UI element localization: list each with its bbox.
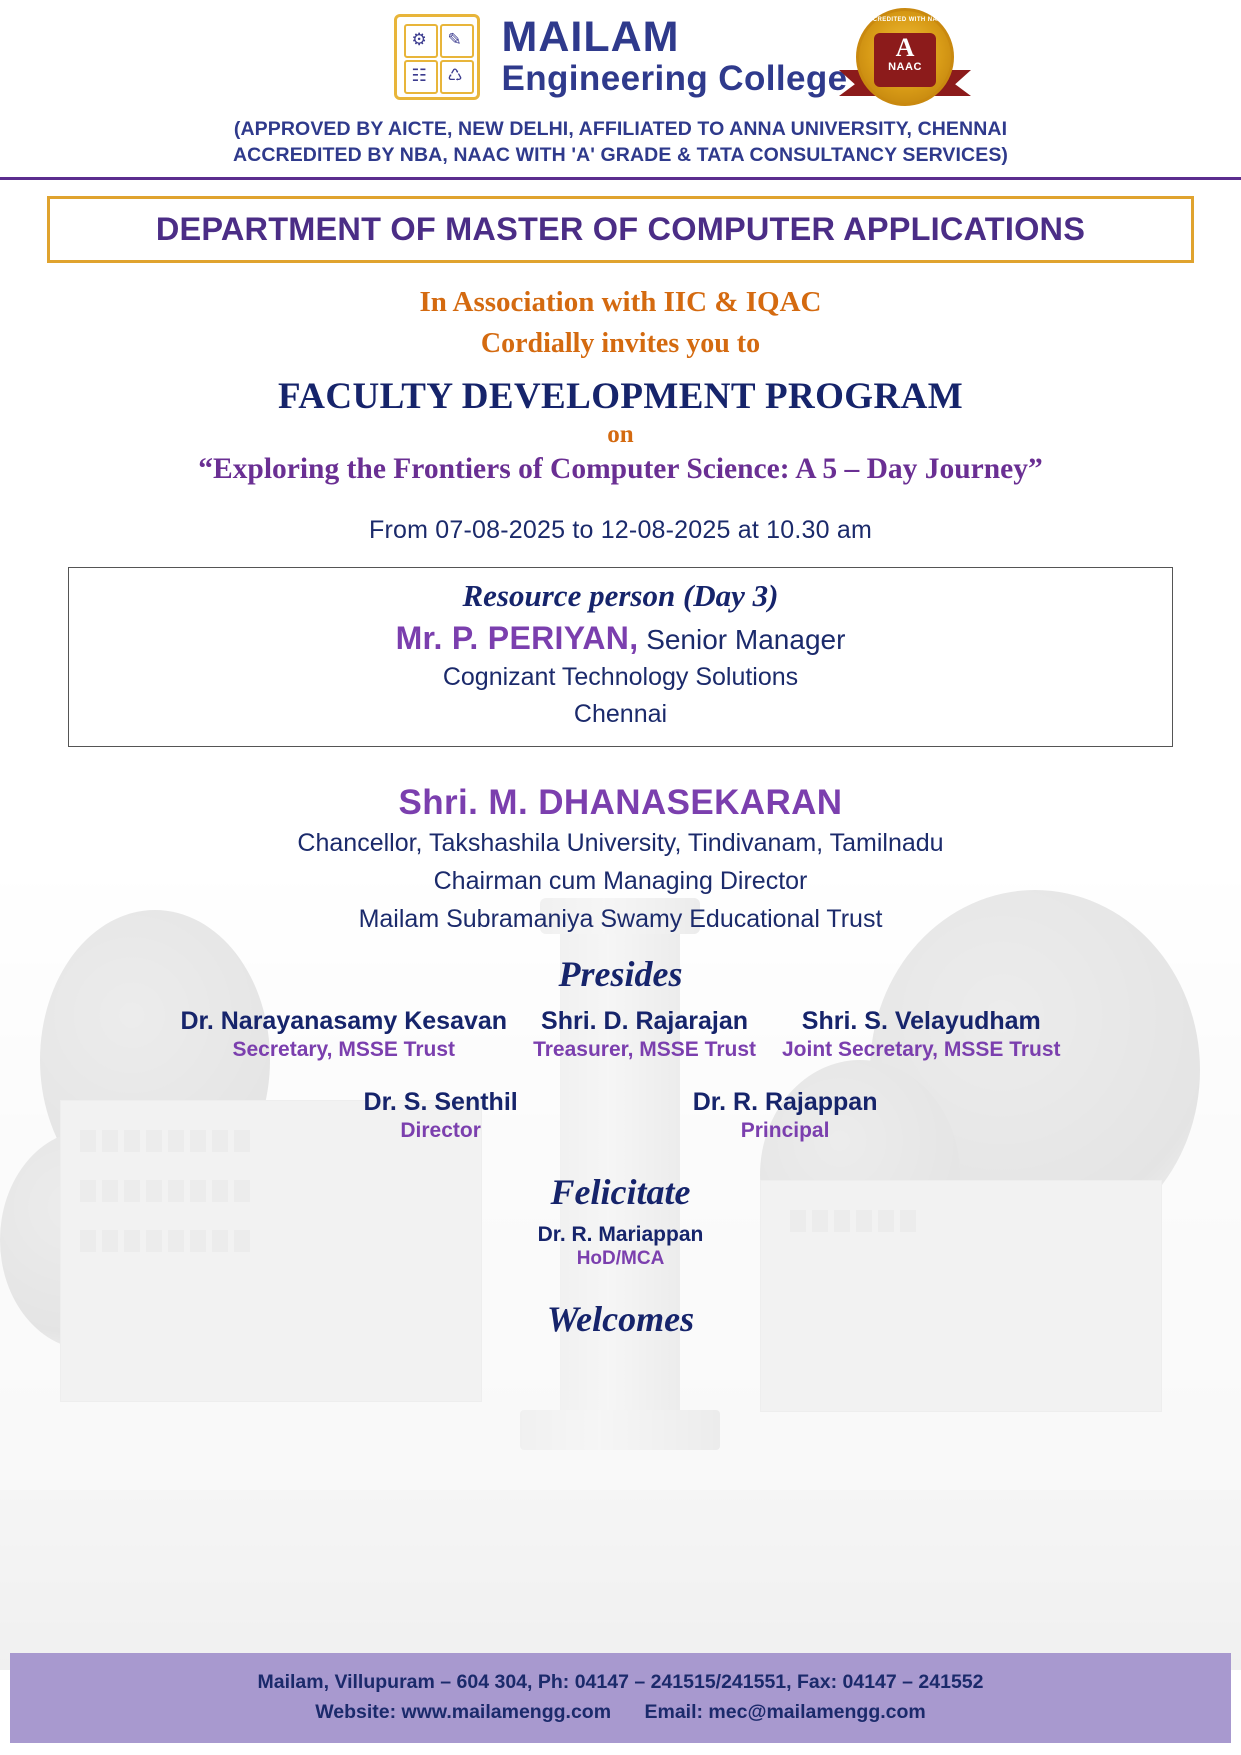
on-label: on — [607, 421, 634, 449]
presiding-person-name: Dr. R. Rajappan — [692, 1087, 878, 1116]
presiding-person — [180, 1007, 507, 1062]
naac-accreditation-badge-icon — [839, 8, 971, 112]
college-header — [0, 0, 1241, 178]
presiding-person — [693, 1088, 878, 1143]
chief-guest-role-3: Mailam Subramaniya Swamy Educational Trust — [358, 904, 883, 933]
approval-text — [0, 116, 1241, 169]
event-theme: “Exploring the Frontiers of Computer Science: A 5 – Day Journey” — [198, 453, 1043, 486]
presiding-person-name: Dr. S. Senthil — [363, 1087, 518, 1116]
college-name — [502, 15, 848, 98]
naac-grade: A — [895, 33, 915, 62]
resource-person-name-line — [69, 620, 1172, 657]
presiding-person — [533, 1007, 756, 1062]
header-divider — [0, 177, 1241, 180]
resource-person-name: Mr. P. PERIYAN, — [395, 620, 639, 657]
association-text: In Association with IIC & IQAC — [419, 286, 822, 318]
event-dates: From 07-08-2025 to 12-08-2025 at 10.30 am — [369, 516, 872, 545]
footer-address: Mailam, Villupuram – 604 304, Ph: 04147 – 241515/241551, Fax: 04147 – 241552 — [257, 1670, 984, 1693]
presiding-person-name: Shri. D. Rajarajan — [541, 1006, 749, 1035]
logo-row — [0, 14, 1241, 100]
presiding-person-role: Principal — [740, 1118, 830, 1142]
approval-line-2: ACCREDITED BY NBA, NAAC WITH 'A' GRADE & TATA CONSULTANCY SERVICES) — [232, 144, 1009, 167]
chief-guest-role-1: Chancellor, Takshashila University, Tindivanam, Tamilnadu — [297, 829, 944, 858]
department-banner — [47, 196, 1194, 263]
resource-person-designation: Senior Manager — [646, 624, 846, 656]
contact-footer — [10, 1653, 1231, 1743]
footer-website: Website: www.mailamengg.com — [315, 1700, 612, 1723]
resource-person-organization: Cognizant Technology Solutions — [442, 663, 799, 692]
chief-guest-block — [0, 783, 1241, 936]
felicitating-person — [0, 1223, 1241, 1270]
felicitate-heading: Felicitate — [550, 1171, 691, 1212]
presiding-person-role: Joint Secretary, MSSE Trust — [782, 1037, 1061, 1061]
presiding-person-role: Treasurer, MSSE Trust — [533, 1037, 756, 1061]
presiding-person-role: Director — [400, 1118, 481, 1142]
presiding-person-role: Secretary, MSSE Trust — [232, 1037, 456, 1061]
college-name-line1: MAILAM — [501, 13, 680, 62]
naac-arc-text: ACCREDITED WITH NAAC — [863, 17, 947, 23]
felicitating-person-role: HoD/MCA — [576, 1247, 665, 1269]
event-title: FACULTY DEVELOPMENT PROGRAM — [277, 376, 964, 418]
college-logo-icon: ⚙ ✎ ☷ ♺ — [394, 14, 480, 100]
footer-contact-line — [10, 1697, 1231, 1727]
presiding-officers-row-2 — [0, 1088, 1241, 1143]
presiding-person — [364, 1088, 518, 1143]
welcomes-heading: Welcomes — [546, 1298, 695, 1339]
chief-guest-role-2: Chairman cum Managing Director — [433, 867, 808, 896]
naac-label: NAAC — [888, 61, 922, 73]
chief-guest-name: Shri. M. DHANASEKARAN — [398, 783, 843, 823]
resource-person-city: Chennai — [573, 699, 668, 728]
resource-person-box — [68, 567, 1173, 747]
presiding-officers-row — [0, 1007, 1241, 1062]
presiding-person-name: Shri. S. Velayudham — [801, 1006, 1041, 1035]
presiding-person — [782, 1007, 1061, 1062]
cordially-invites-text: Cordially invites you to — [480, 328, 761, 360]
felicitating-person-name: Dr. R. Mariappan — [537, 1222, 704, 1246]
approval-line-1: (APPROVED BY AICTE, NEW DELHI, AFFILIATED TO ANNA UNIVERSITY, CHENNAI — [233, 118, 1008, 140]
resource-person-heading: Resource person (Day 3) — [462, 578, 779, 614]
department-title: DEPARTMENT OF MASTER OF COMPUTER APPLICATIONS — [155, 211, 1086, 247]
presiding-person-name: Dr. Narayanasamy Kesavan — [180, 1006, 508, 1035]
invitation-block — [0, 283, 1241, 545]
footer-email: Email: mec@mailamengg.com — [644, 1700, 926, 1723]
college-name-line2: Engineering College — [501, 59, 848, 99]
presides-heading: Presides — [558, 953, 683, 994]
